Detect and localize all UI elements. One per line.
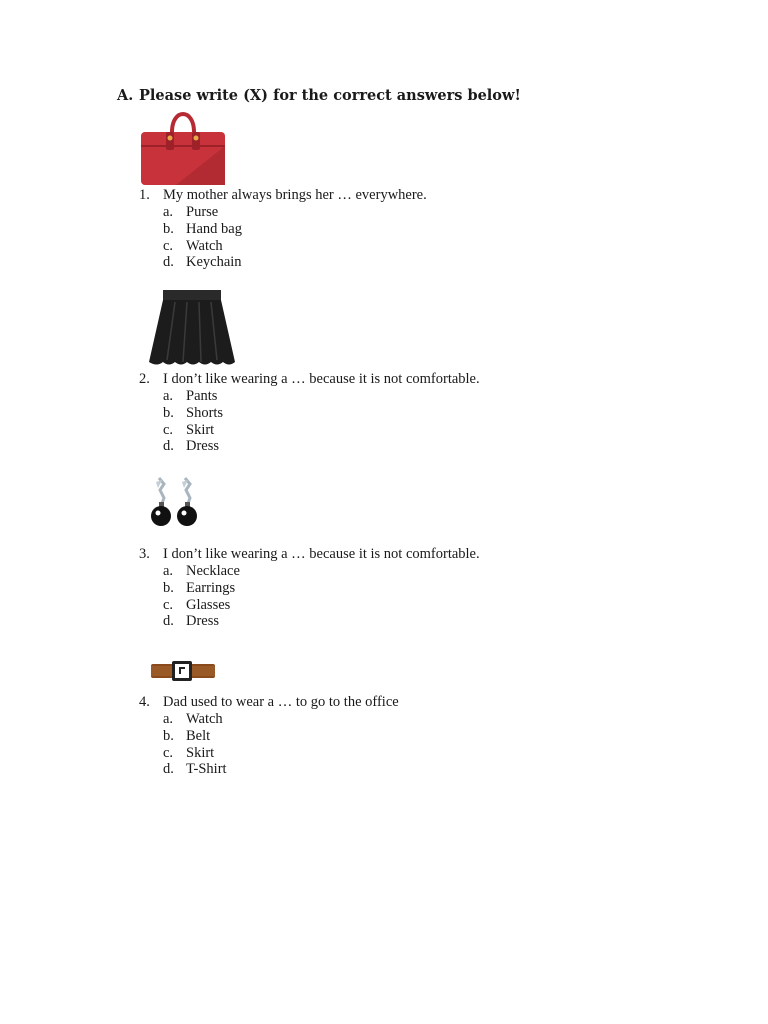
option-c[interactable]: c. Watch bbox=[163, 237, 223, 254]
section-heading bbox=[117, 87, 521, 104]
option-a[interactable]: a. Pants bbox=[163, 388, 218, 404]
question-number: 1. bbox=[139, 187, 150, 203]
question-1 bbox=[139, 187, 427, 271]
skirt-picture bbox=[145, 288, 237, 368]
question-4 bbox=[139, 694, 399, 778]
section-letter: A. bbox=[117, 87, 134, 104]
belt-picture bbox=[150, 660, 216, 682]
question-text: My mother always brings her … everywhere. bbox=[163, 187, 427, 203]
option-d[interactable]: d. Dress bbox=[163, 613, 220, 630]
option-d[interactable]: d. Dress bbox=[163, 438, 220, 455]
option-c[interactable]: c. Skirt bbox=[163, 421, 215, 438]
option-c[interactable]: c. Glasses bbox=[163, 596, 231, 613]
option-a[interactable]: a. Necklace bbox=[163, 563, 240, 579]
earrings-picture bbox=[148, 476, 202, 528]
option-a[interactable]: a. Watch bbox=[163, 711, 223, 727]
option-b[interactable]: b. Hand bag bbox=[163, 220, 242, 237]
handbag-picture bbox=[136, 106, 230, 188]
option-d[interactable]: d. T-Shirt bbox=[163, 761, 227, 778]
option-b[interactable]: b. Shorts bbox=[163, 404, 224, 421]
option-a[interactable]: a. Purse bbox=[163, 204, 219, 220]
option-d[interactable]: d. Keychain bbox=[163, 254, 242, 271]
question-2 bbox=[139, 371, 480, 455]
question-1-stem bbox=[139, 187, 427, 204]
option-b[interactable]: b. Earrings bbox=[163, 579, 236, 596]
section-instruction: Please write (X) for the correct answers below! bbox=[139, 87, 521, 104]
question-3-stem: 3. I don’t like wearing a … because it is not comfortable. bbox=[139, 546, 480, 562]
option-c[interactable]: c. Skirt bbox=[163, 744, 215, 761]
question-2-stem: 2. I don’t like wearing a … because it is not comfortable. bbox=[139, 371, 480, 387]
question-4-stem: 4. Dad used to wear a … to go to the office bbox=[139, 694, 399, 710]
question-3 bbox=[139, 546, 480, 630]
option-b[interactable]: b. Belt bbox=[163, 727, 211, 744]
